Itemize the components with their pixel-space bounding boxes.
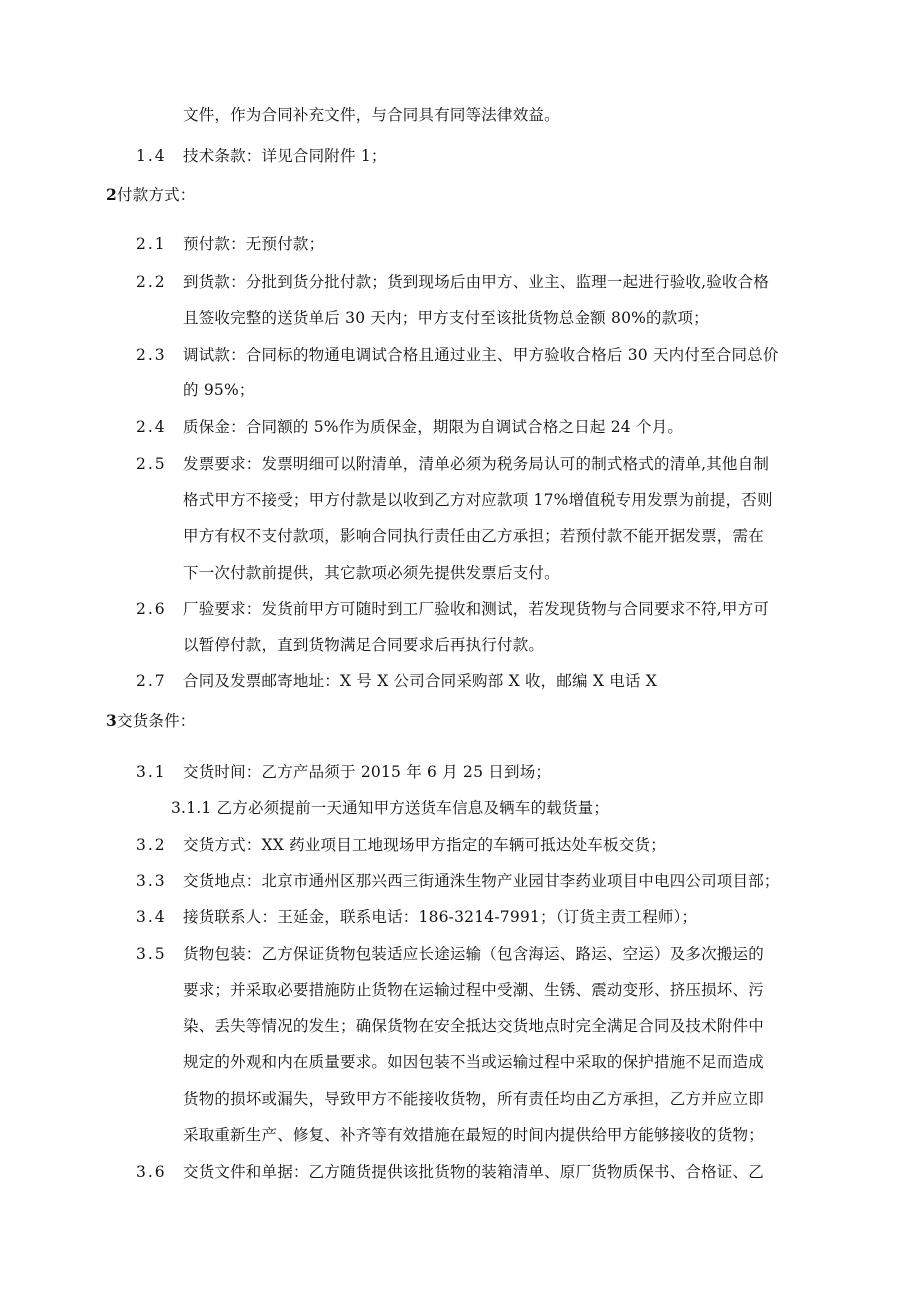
text-line: 规定的外观和内在质量要求。如因包装不当或运输过程中采取的保护措施不足而造成 bbox=[183, 1053, 764, 1071]
text-line: 交货地点：北京市通州区那兴西三街通洙生物产业园甘李药业项目中电四公司项目部； bbox=[183, 872, 780, 890]
text-line: 技术条款：详见合同附件 1； bbox=[183, 147, 387, 165]
text-line: 交货时间：乙方产品须于 2015 年 6 月 25 日到场； bbox=[183, 763, 552, 781]
text-line: 甲方有权不支付款项，影响合同执行责任由乙方承担；若预付款不能开据发票，需在 bbox=[183, 527, 764, 545]
text-line: 要求；并采取必要措施防止货物在运输过程中受潮、生锈、震动变形、挤压损坏、污 bbox=[183, 981, 764, 999]
section-number: 3 bbox=[106, 711, 117, 730]
clause-number: 2.5 bbox=[136, 455, 167, 473]
section-number: 2 bbox=[106, 185, 117, 204]
clause-number: 3.4 bbox=[136, 908, 167, 926]
clause-number: 2.2 bbox=[136, 273, 167, 291]
text-line: 下一次付款前提供，其它款项必须先提供发票后支付。 bbox=[183, 564, 560, 582]
clause-number: 2.7 bbox=[136, 672, 167, 690]
text-line: 调试款：合同标的物通电调试合格且通过业主、甲方验收合格后 30 天内付至合同总价 bbox=[183, 346, 779, 364]
section-heading bbox=[106, 184, 196, 206]
clause-number: 2.6 bbox=[136, 600, 167, 618]
text-line: 预付款：无预付款； bbox=[183, 235, 325, 253]
section-title: 付款方式： bbox=[117, 186, 196, 204]
text-line: 染、丢失等情况的发生；确保货物在安全抵达交货地点时完全满足合同及技术附件中 bbox=[183, 1017, 764, 1035]
text-line: 厂验要求：发货前甲方可随时到工厂验收和测试，若发现货物与合同要求不符,甲方可 bbox=[183, 600, 770, 618]
text-line: 格式甲方不接受；甲方付款是以收到乙方对应款项 17%增值税专用发票为前提，否则 bbox=[183, 491, 773, 509]
clause-number: 3.5 bbox=[136, 945, 167, 963]
text-line: 质保金：合同额的 5%作为质保金，期限为自调试合格之日起 24 个月。 bbox=[183, 418, 684, 436]
clause-number: 2.4 bbox=[136, 418, 167, 436]
section-title: 交货条件： bbox=[117, 712, 196, 730]
clause-number: 1.4 bbox=[136, 147, 167, 165]
text-line: 交货方式：XX 药业项目工地现场甲方指定的车辆可抵达处车板交货； bbox=[183, 836, 666, 854]
text-line: 货物包装：乙方保证货物包装适应长途运输（包含海运、路运、空运）及多次搬运的 bbox=[183, 945, 764, 963]
text-line: 接货联系人：王延金，联系电话：186-3214-7991；（订货主责工程师）； bbox=[183, 908, 698, 926]
text-line: 以暂停付款，直到货物满足合同要求后再执行付款。 bbox=[183, 636, 545, 654]
clause-number: 2.1 bbox=[136, 235, 167, 253]
clause-number: 3.1 bbox=[136, 763, 167, 781]
text-line: 合同及发票邮寄地址：X 号 X 公司合同采购部 X 收，邮编 X 电话 X bbox=[183, 672, 657, 690]
text-line: 发票要求：发票明细可以附清单，清单必须为税务局认可的制式格式的清单,其他自制 bbox=[183, 455, 770, 473]
text-line: 到货款：分批到货分批付款；货到现场后由甲方、业主、监理一起进行验收,验收合格 bbox=[183, 273, 770, 291]
text-line: 且签收完整的送货单后 30 天内；甲方支付至该批货物总金额 80%的款项； bbox=[183, 309, 709, 327]
clause-number: 3.6 bbox=[136, 1163, 167, 1181]
text-line: 文件，作为合同补充文件，与合同具有同等法律效益。 bbox=[183, 106, 560, 124]
subclause-line: 3.1.1 乙方必须提前一天通知甲方送货车信息及辆车的载货量； bbox=[171, 799, 610, 817]
clause-number: 2.3 bbox=[136, 346, 167, 364]
section-heading bbox=[106, 710, 196, 732]
text-line: 的 95%； bbox=[183, 381, 255, 399]
text-line: 货物的损坏或漏失，导致甲方不能接收货物，所有责任均由乙方承担，乙方并应立即 bbox=[183, 1090, 764, 1108]
text-line: 交货文件和单据：乙方随货提供该批货物的装箱清单、原厂货物质保书、合格证、乙 bbox=[183, 1163, 764, 1181]
text-line: 采取重新生产、修复、补齐等有效措施在最短的时间内提供给甲方能够接收的货物； bbox=[183, 1126, 764, 1144]
clause-number: 3.2 bbox=[136, 836, 167, 854]
clause-number: 3.3 bbox=[136, 872, 167, 890]
